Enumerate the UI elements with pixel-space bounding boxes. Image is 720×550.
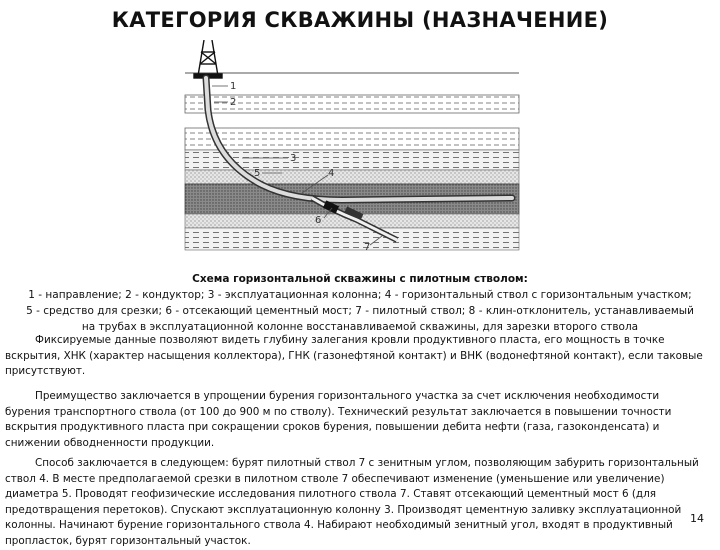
label-2: 2 — [230, 97, 237, 108]
paragraph-1-text: Фиксируемые данные позволяют видеть глубину залегания кровли продуктивного пласта, его мощность в точке вскрытия, ХНК (характер насыщения коллектора), ГНК (газонефтяной контакт) и ВНК (водонефтяной контакт), если таковые присутствуют. — [5, 334, 703, 378]
slide-title: КАТЕГОРИЯ СКВАЖИНЫ (НАЗНАЧЕНИЕ) — [111, 8, 609, 32]
paragraph-3 — [5, 456, 707, 550]
derrick-icon — [194, 40, 222, 78]
stratum-7 — [185, 228, 519, 250]
caption-line-1: 1 - направление; 2 - кондуктор; 3 - эксплуатационная колонна; 4 - горизонтальный ствол с горизонтальным участком; — [28, 289, 692, 301]
stratum-4 — [185, 170, 519, 184]
label-7: 7 — [364, 242, 371, 253]
label-6: 6 — [315, 215, 322, 226]
paragraph-2 — [5, 389, 707, 451]
label-3: 3 — [290, 153, 297, 164]
caption-line-3: на трубах в эксплуатационной колонне восстанавливаемой скважины, для зарезки второго ствола — [81, 321, 639, 333]
paragraph-3-text: Способ заключается в следующем: бурят пилотный ствол 7 с зенитным углом, позволяющим забурить горизонтальный ствол 4. В месте предполагаемой срезки в пилотном стволе 7 обеспечивают изменение (уменьшение или увеличение) диаметра 5. Проводят геофизические исследования пилотного ствола 7. Ставят отсекающий цементный мост 6 (для предотвращения перетоков). Спускают эксплуатационную колонну 3. Производят цементную заливку эксплуатационной колонны. Начинают бурение горизонтального ствола 4. Набирают необходимый зенитный угол, входят в продуктивный пропласток, бурят горизонтальный участок. — [5, 457, 699, 547]
caption-line-2: 5 - средство для срезки; 6 - отсекающий цементный мост; 7 - пилотный ствол; 8 - клин-отклонитель, устанавливаемый — [26, 305, 694, 317]
page-number: 14 — [690, 512, 704, 525]
stratum-2 — [185, 128, 519, 150]
label-1: 1 — [230, 81, 237, 92]
figure-caption — [4, 271, 716, 335]
horizontal-well-diagram — [182, 40, 522, 265]
paragraph-2-text: Преимущество заключается в упрощении бурения горизонтального участка за счет исключения необходимости бурения транспортного ствола (от 100 до 900 м по стволу). Технический результат заключается в повышении точности вскрытия продуктивного пласта при сокращении сроков бурения, повышении дебита нефти (газа, газоконденсата) и снижении обводненности продукции. — [5, 390, 672, 449]
label-4: 4 — [328, 168, 335, 179]
caption-title: Схема горизонтальной скважины с пилотным стволом: — [192, 273, 528, 285]
paragraph-1 — [5, 333, 707, 380]
label-5: 5 — [254, 168, 261, 179]
